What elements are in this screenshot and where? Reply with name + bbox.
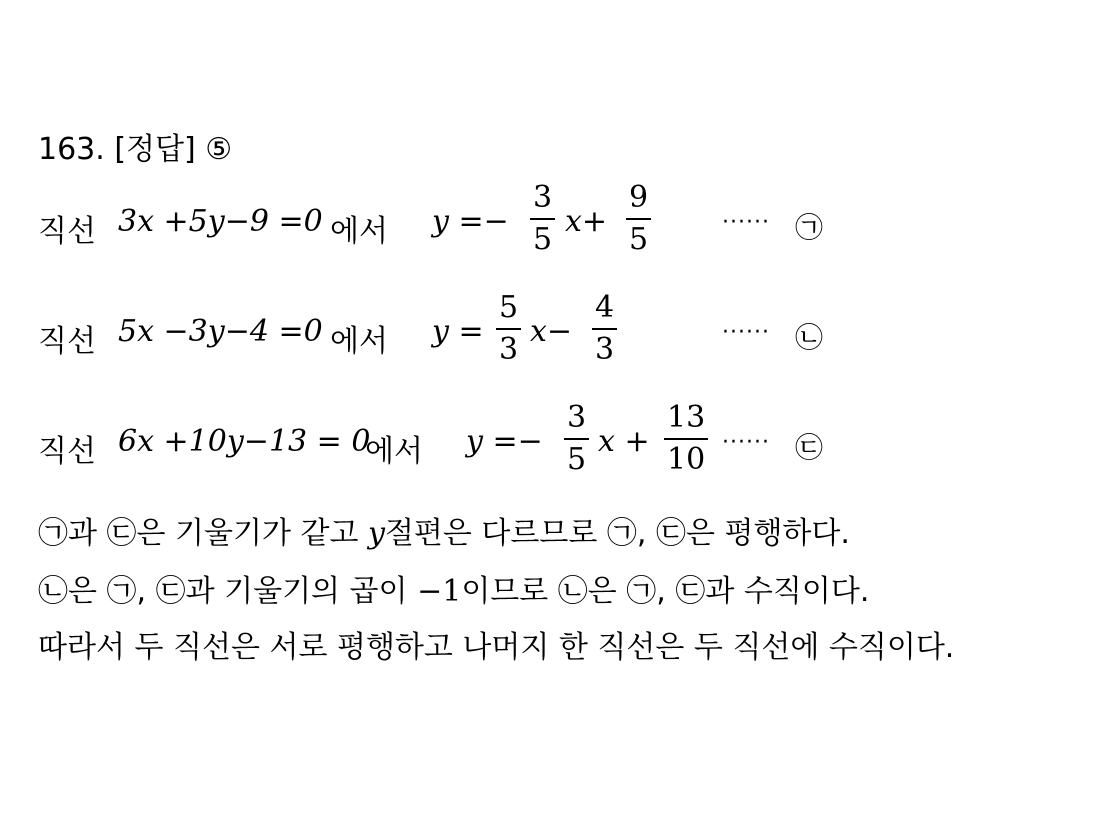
line1-part-a: ㉠과 ㉢은 기울기가 같고 (38, 516, 359, 551)
eq2-f1-denominator: 3 (499, 331, 519, 367)
answer-label: [정답] (114, 132, 196, 167)
eq2-marker: ㉡ (795, 321, 824, 354)
line2-part-b: 이므로 ㉡은 ㉠, ㉢과 수직이다. (461, 574, 870, 609)
eq1-lhs: y =− (432, 204, 509, 239)
eq1-f1-numerator: 3 (533, 180, 553, 215)
eq2-suffix: 에서 (330, 324, 388, 359)
line2-part-a: ㉡은 ㉠, ㉢과 기울기의 곱이 (38, 574, 408, 609)
line1-variable: y (368, 516, 385, 551)
eq2-prefix: 직선 (38, 324, 96, 359)
eq1-mid: x+ (565, 204, 608, 239)
line2-math: −1 (417, 574, 462, 609)
eq3-lhs: y =− (466, 424, 543, 459)
explanation-line-2 (38, 566, 869, 610)
eq3-mid: x + (598, 424, 650, 459)
eq3-dots: ······ (722, 430, 770, 455)
eq3-f1-numerator: 3 (567, 400, 587, 435)
eq3-equation: 6x +10y−13 = 0 (118, 424, 371, 459)
eq1-marker: ㉠ (795, 211, 824, 244)
eq2-fraction-2 (592, 290, 617, 367)
explanation-line-3: 따라서 두 직선은 서로 평행하고 나머지 한 직선은 두 직선에 수직이다. (38, 630, 955, 665)
eq3-marker: ㉢ (795, 431, 824, 464)
eq3-fraction-1 (564, 400, 589, 477)
eq2-lhs: y = (432, 314, 484, 349)
eq1-equation: 3x +5y−9 =0 (118, 204, 323, 239)
eq3-prefix: 직선 (38, 434, 96, 469)
eq3-f2-denominator: 10 (667, 441, 706, 477)
eq3-suffix: 에서 (365, 434, 423, 469)
answer-heading (38, 124, 232, 168)
eq3-f1-denominator: 5 (567, 441, 587, 477)
eq3-fraction-2 (664, 400, 708, 477)
eq1-f1-denominator: 5 (533, 221, 553, 257)
eq1-dots: ······ (722, 210, 770, 235)
line1-part-b: 절편은 다르므로 ㉠, ㉢은 평행하다. (384, 516, 850, 551)
answer-choice: ⑤ (205, 132, 233, 167)
eq2-fraction-1 (496, 290, 521, 367)
eq1-suffix: 에서 (330, 214, 388, 249)
eq2-f2-numerator: 4 (595, 290, 615, 325)
eq2-f2-denominator: 3 (595, 331, 615, 367)
eq1-fraction-2 (626, 180, 651, 257)
eq1-fraction-1 (530, 180, 555, 257)
eq3-f2-numerator: 13 (667, 400, 706, 435)
eq2-mid: x− (530, 314, 573, 349)
eq1-f2-numerator: 9 (629, 180, 649, 215)
eq1-f2-denominator: 5 (629, 221, 649, 257)
eq2-dots: ······ (722, 320, 770, 345)
eq1-prefix: 직선 (38, 214, 96, 249)
eq2-equation: 5x −3y−4 =0 (118, 314, 323, 349)
problem-number: 163. (38, 132, 105, 167)
explanation-line-1 (38, 508, 850, 552)
eq2-f1-numerator: 5 (499, 290, 519, 325)
